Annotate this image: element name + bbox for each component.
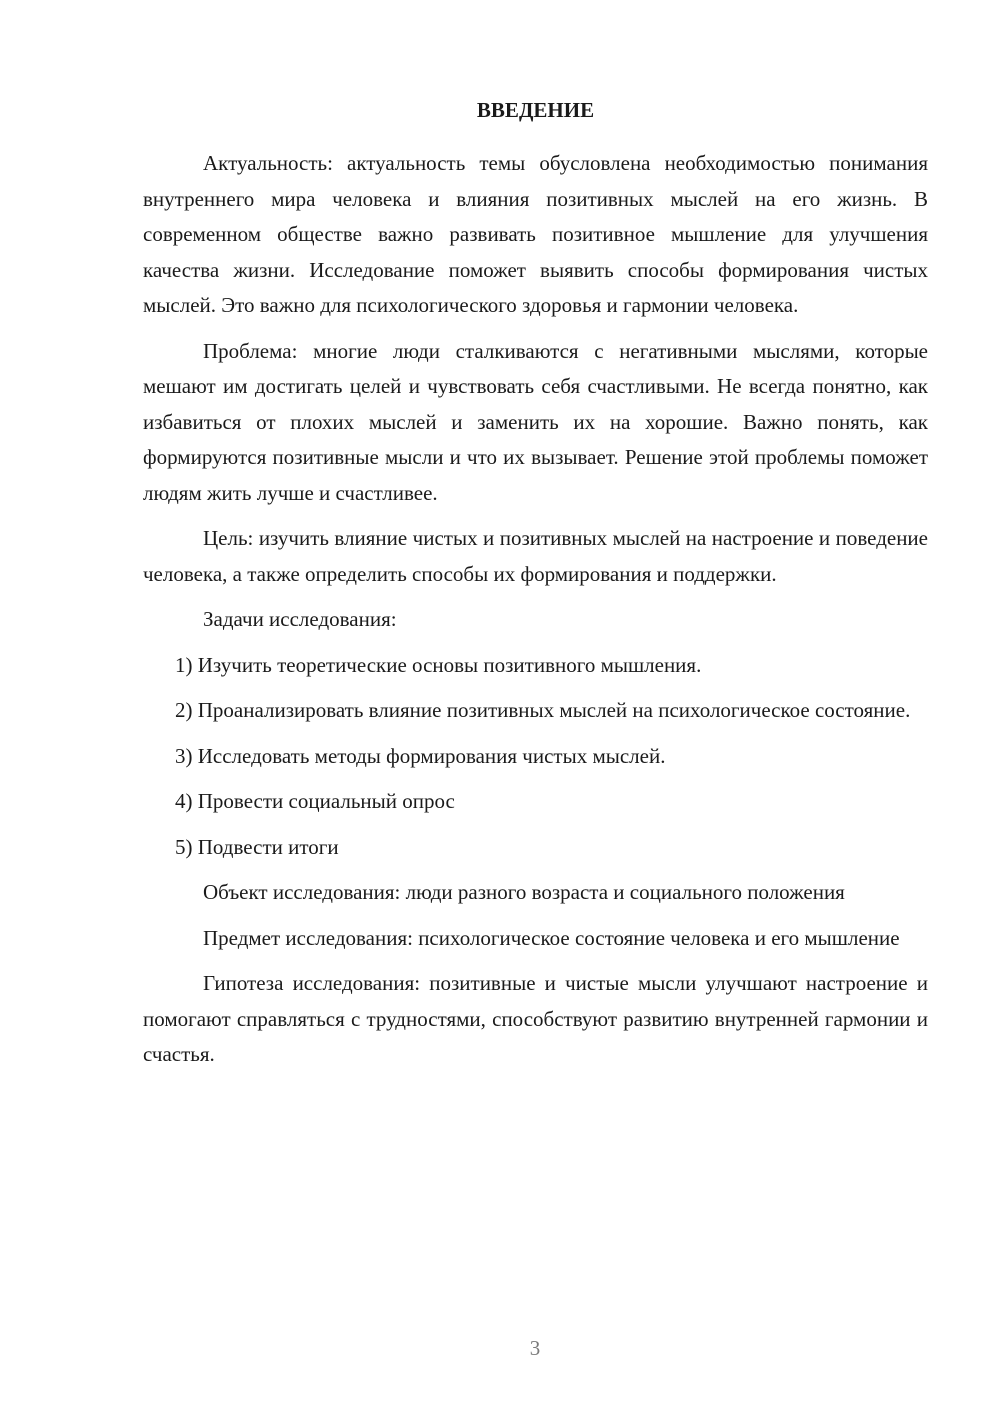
object-paragraph: Объект исследования: люди разного возраста и социального положения bbox=[203, 880, 845, 904]
tasks-heading: Задачи исследования: bbox=[203, 607, 397, 631]
document-page bbox=[143, 96, 928, 1073]
task-item: 2) Проанализировать влияние позитивных мыслей на психологическое состояние. bbox=[175, 698, 911, 722]
goal-paragraph: Цель: изучить влияние чистых и позитивных мыслей на настроение и поведение человека, а также определить способы их формирования и поддержки. bbox=[143, 526, 928, 586]
page-number: 3 bbox=[529, 1336, 541, 1360]
hypothesis-paragraph: Гипотеза исследования: позитивные и чистые мысли улучшают настроение и помогают справляться с трудностями, способствуют развитию внутренней гармонии и счастья. bbox=[143, 971, 928, 1066]
problem-paragraph: Проблема: многие люди сталкиваются с негативными мыслями, которые мешают им достигать целей и чувствовать себя счастливыми. Не всегда понятно, как избавиться от плохих мыслей и заменить их на хорошие. Важно понять, как формируются позитивные мысли и что их вызывает. Решение этой проблемы поможет людям жить лучше и счастливее. bbox=[143, 338, 928, 505]
section-title: ВВЕДЕНИЕ bbox=[476, 98, 595, 122]
task-item: 3) Исследовать методы формирования чистых мыслей. bbox=[175, 743, 666, 768]
subject-paragraph: Предмет исследования: психологическое состояние человека и его мышление bbox=[203, 925, 900, 950]
task-item: 1) Изучить теоретические основы позитивного мышления. bbox=[175, 652, 702, 677]
relevance-paragraph: Актуальность: актуальность темы обусловлена необходимостью понимания внутреннего мира человека и влияния позитивных мыслей на его жизнь. В современном обществе важно развивать позитивное мышление для улучшения качества жизни. Исследование поможет выявить способы формирования чистых мыслей. Это важно для психологического здоровья и гармонии человека. bbox=[143, 151, 928, 317]
task-item: 5) Подвести итоги bbox=[175, 834, 339, 859]
task-item: 4) Провести социальный опрос bbox=[175, 789, 455, 813]
